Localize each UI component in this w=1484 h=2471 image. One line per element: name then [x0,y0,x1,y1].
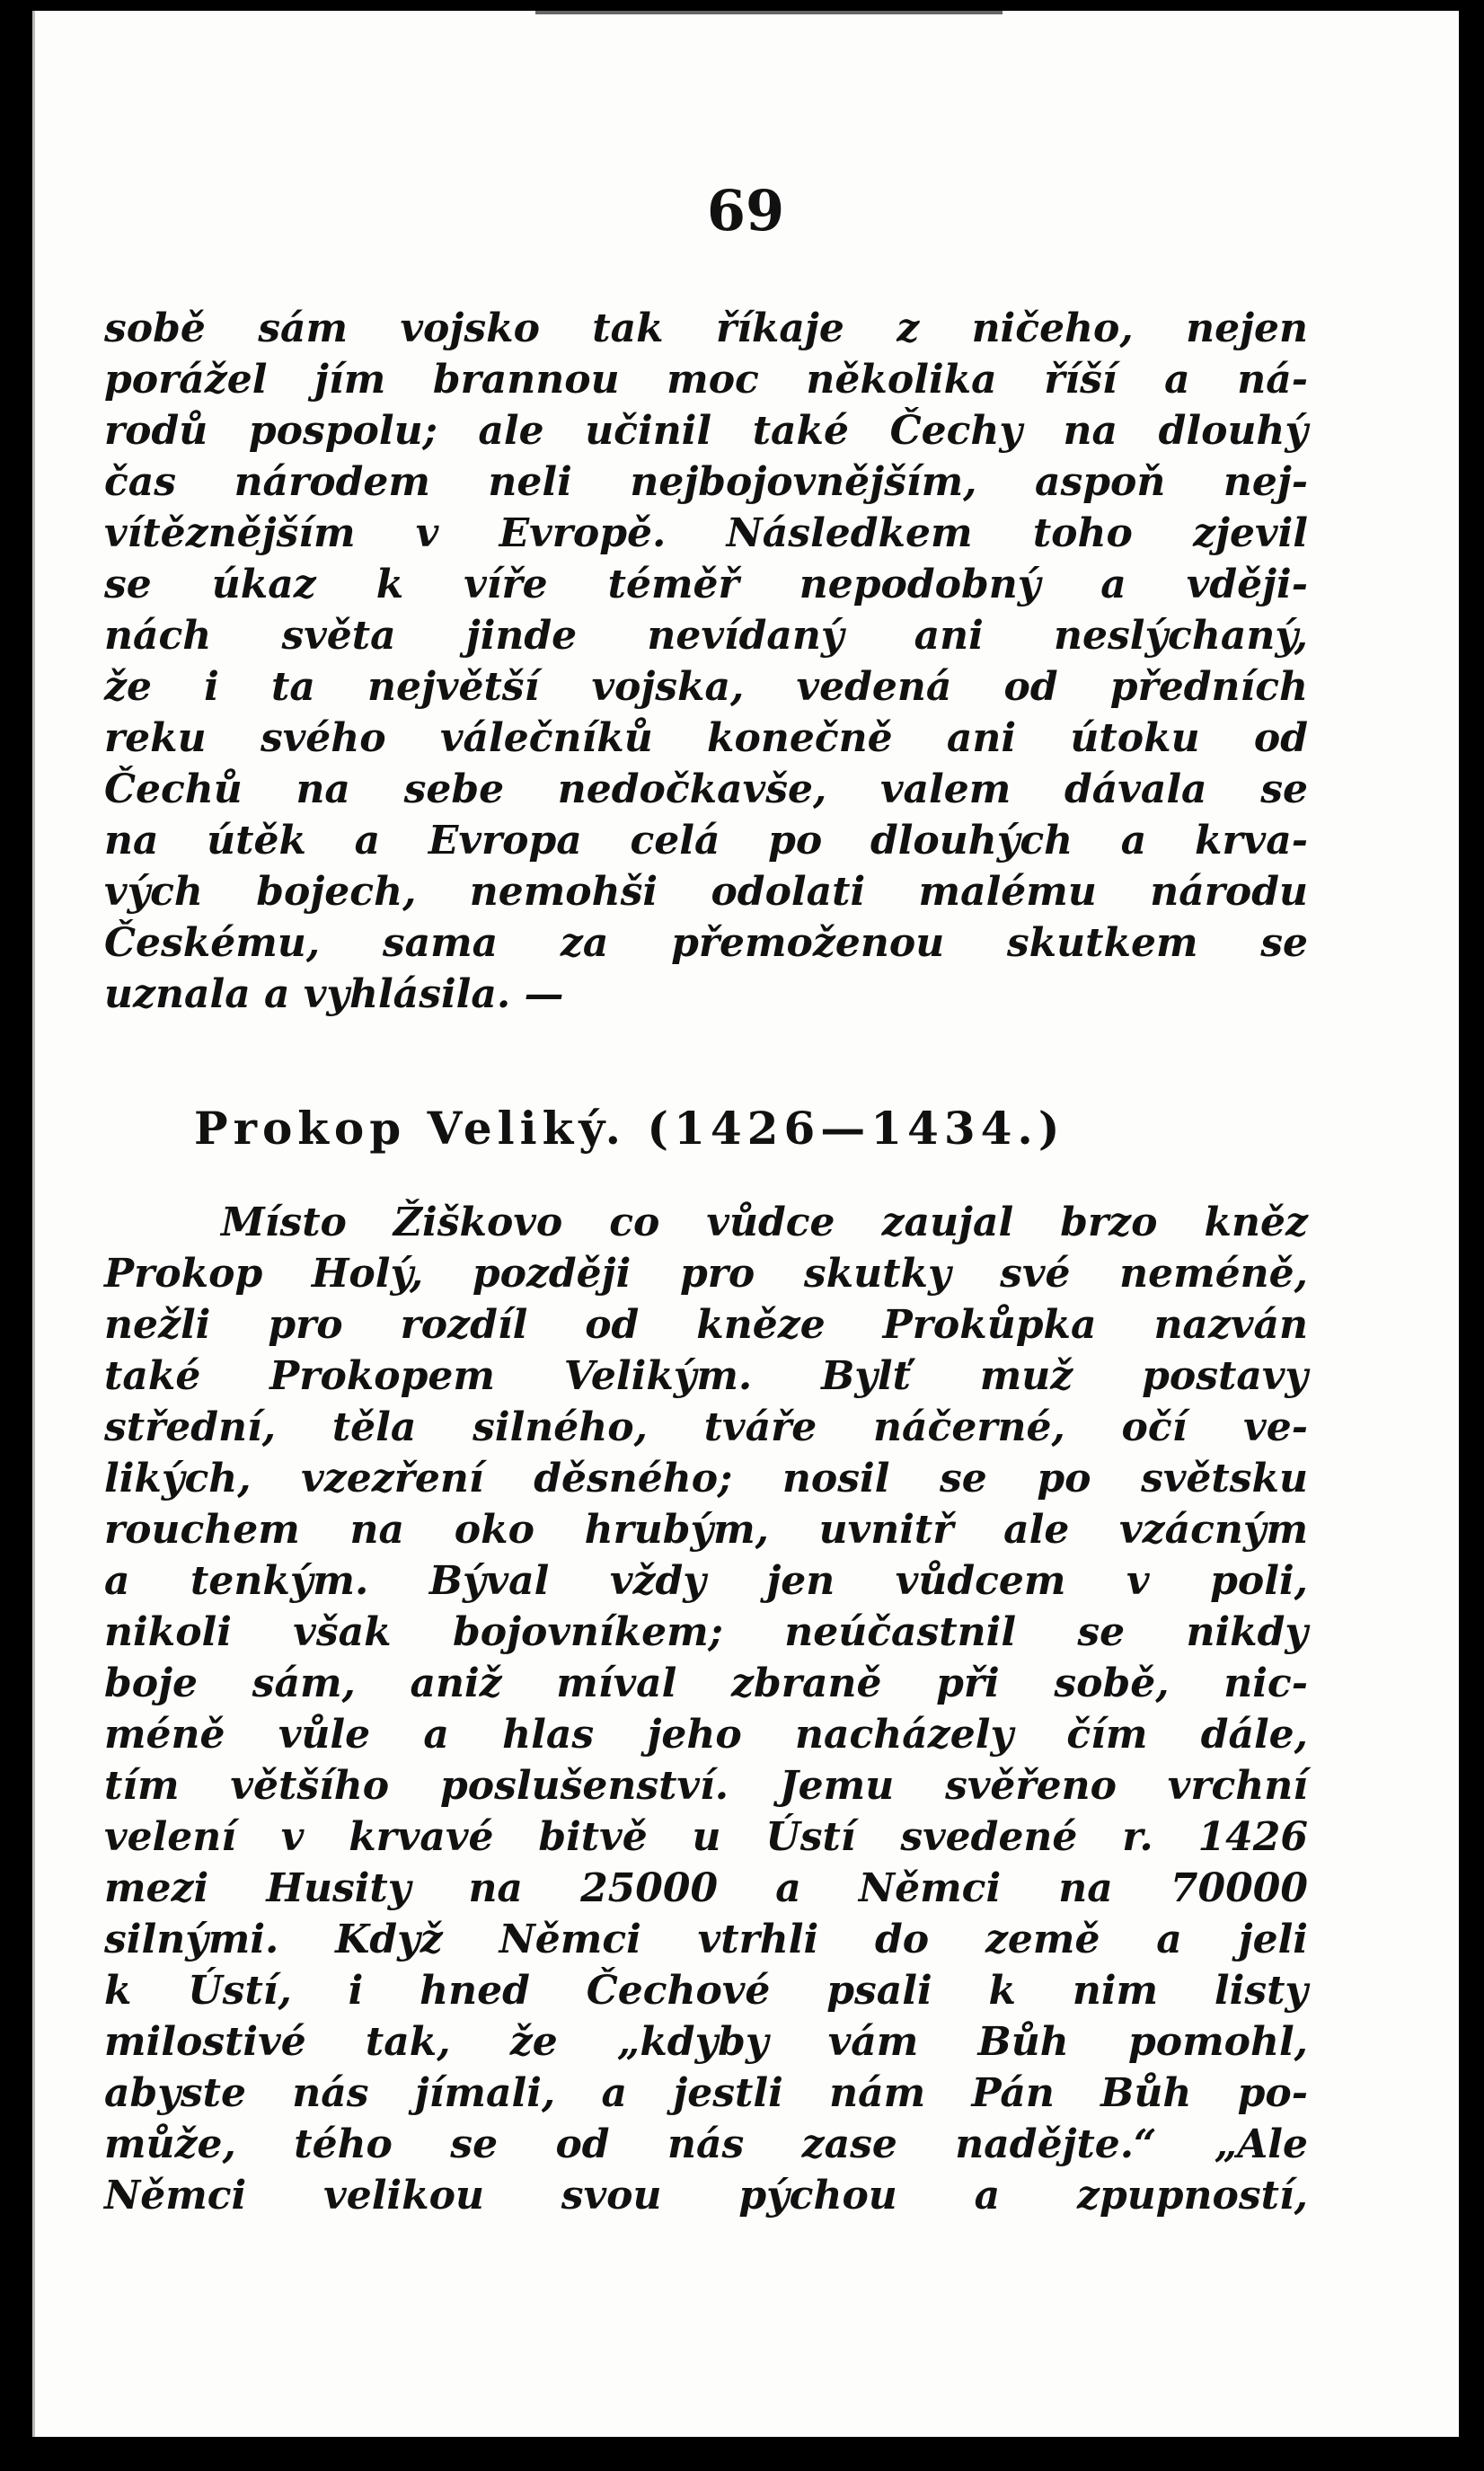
page-top-edge [535,11,1003,14]
page-left-edge [32,11,35,2437]
text-line: abyste nás jímali, a jestli nám Pán Bůh po- [104,2070,1308,2116]
text-line: porážel jím brannou moc několika říší a ná- [104,357,1308,403]
text-line: nách světa jinde nevídaný ani neslýchaný, [104,613,1308,659]
text-line: velení v krvavé bitvě u Ústí svedené r. 1426 [104,1814,1308,1860]
text-line: také Prokopem Velikým. Bylť muž postavy [104,1353,1308,1399]
text-line: Prokop Holý, později pro skutky své neméně, [104,1251,1308,1297]
section-heading: Prokop Veliký. (1426—1434.) [194,1102,1065,1155]
book-page [32,11,1459,2437]
paragraph-2 [104,1197,1308,2221]
text-line: nikoli však bojovníkem; neúčastnil se nikdy [104,1609,1308,1655]
text-line: Němci velikou svou pýchou a zpupností, [104,2173,1308,2219]
text-line: mezi Husity na 25000 a Němci na 70000 [104,1865,1308,1911]
text-line: Čechů na sebe nedočkavše, valem dávala se [104,766,1308,812]
text-line: boje sám, aniž míval zbraně při sobě, nic- [104,1661,1308,1706]
text-line: uznala a vyhlásila. — [104,971,564,1017]
text-line: vých bojech, nemohši odolati malému národu [104,869,1308,915]
text-line: sobě sám vojsko tak říkaje z ničeho, nejen [104,306,1308,351]
text-line: reku svého válečníků konečně ani útoku od [104,715,1308,761]
text-line: likých, vzezření děsného; nosil se po světsku [104,1456,1308,1501]
text-line: že i ta největší vojska, vedená od předních [104,664,1308,710]
text-line: střední, těla silného, tváře náčerné, očí ve- [104,1404,1308,1450]
text-line: rouchem na oko hrubým, uvnitř ale vzácným [104,1507,1308,1553]
page-number: 69 [706,178,785,244]
text-line: Místo Žiškovo co vůdce zaujal brzo kněz [221,1200,1308,1245]
text-line: může, tého se od nás zase nadějte.“ „Ale [104,2121,1308,2167]
text-line: nežli pro rozdíl od kněze Prokůpka nazván [104,1302,1308,1348]
text-line: na útěk a Evropa celá po dlouhých a krva- [104,818,1308,864]
text-line: čas národem neli nejbojovnějším, aspoň nej- [104,459,1308,505]
paragraph-1 [104,303,1308,1020]
text-line: se úkaz k víře téměř nepodobný a vději- [104,562,1308,607]
text-line: vítěznějším v Evropě. Následkem toho zjevil [104,510,1308,556]
text-line: rodů pospolu; ale učinil také Čechy na dlouhý [104,408,1308,454]
text-line: tím většího poslušenství. Jemu svěřeno vrchní [104,1763,1308,1809]
text-line: silnými. Když Němci vtrhli do země a jeli [104,1917,1308,1962]
text-line: milostivé tak, že „kdyby vám Bůh pomohl, [104,2019,1308,2065]
text-line: Českému, sama za přemoženou skutkem se [104,920,1308,966]
text-line: méně vůle a hlas jeho nacházely čím dále, [104,1712,1308,1758]
text-line: a tenkým. Býval vždy jen vůdcem v poli, [104,1558,1308,1604]
text-line: k Ústí, i hned Čechové psali k nim listy [104,1968,1308,2014]
